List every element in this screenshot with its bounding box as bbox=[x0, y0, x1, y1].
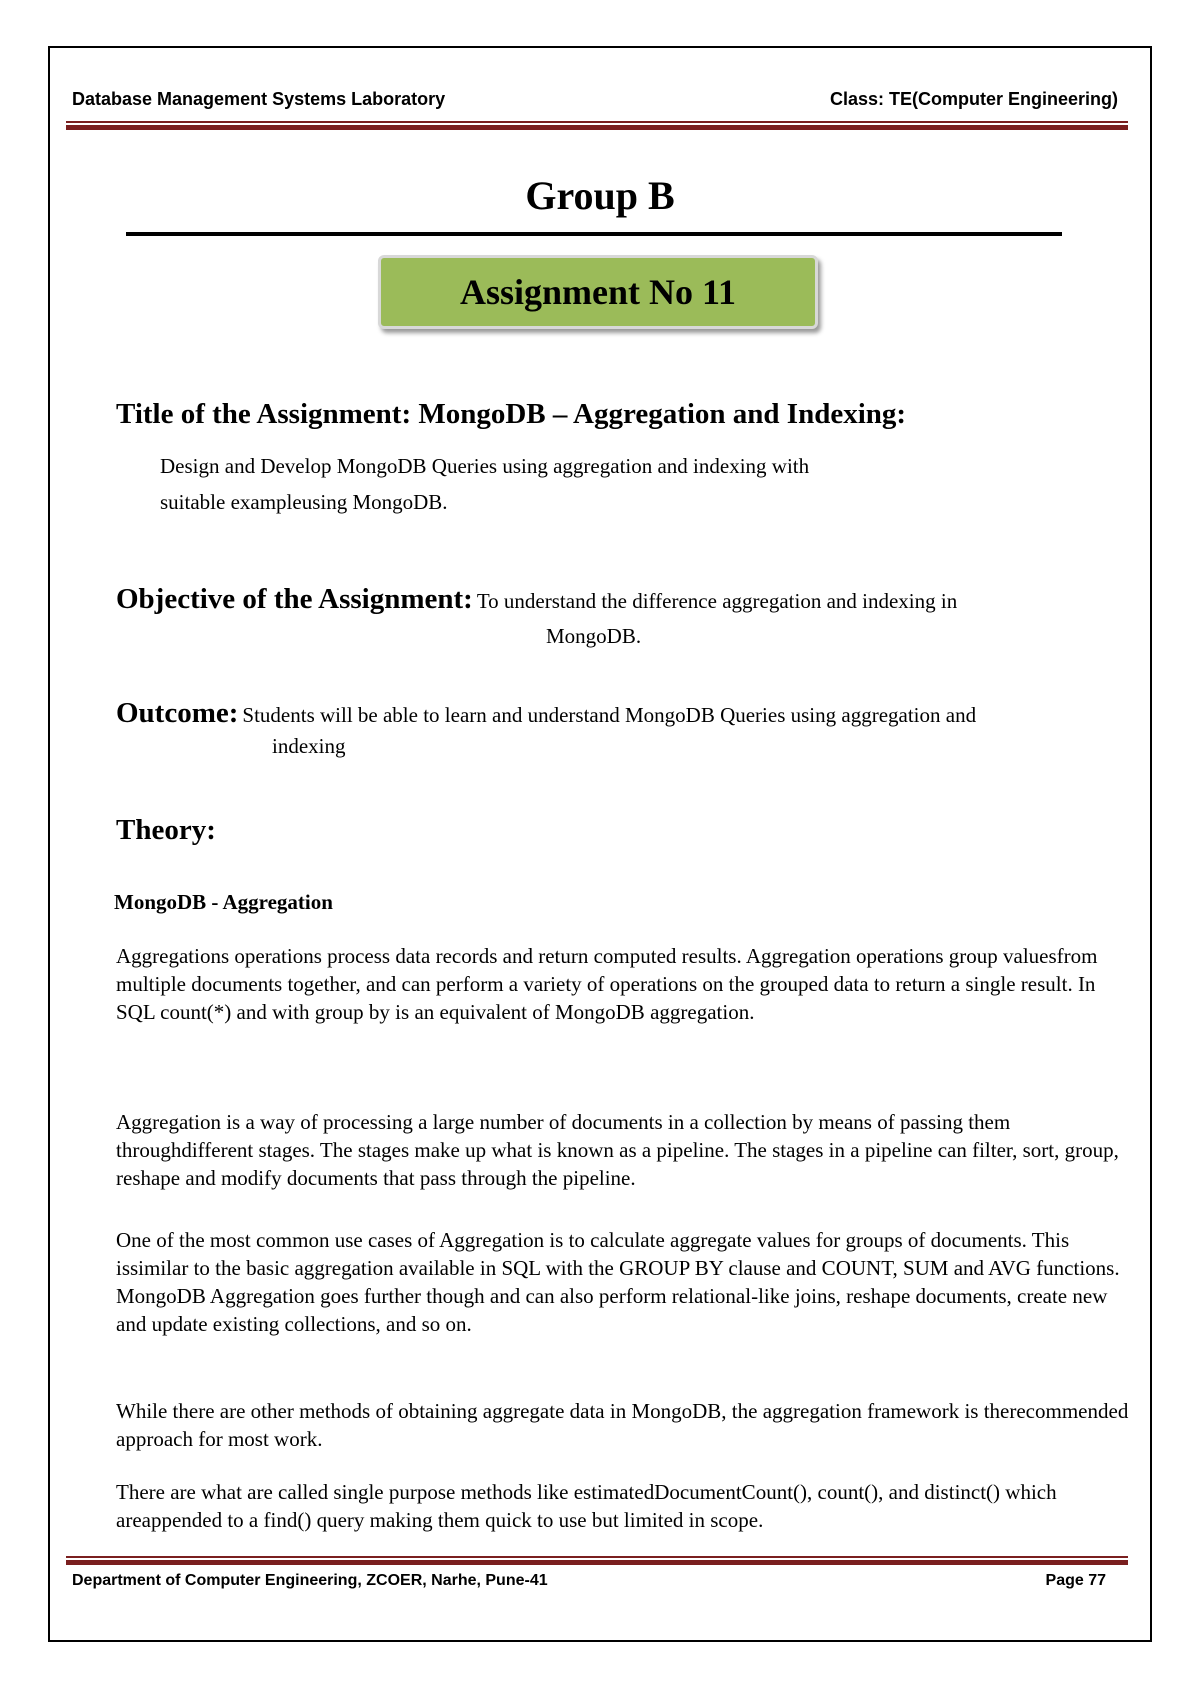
title-description-line: Design and Develop MongoDB Queries using aggregation and indexing with bbox=[160, 454, 810, 478]
page-footer bbox=[72, 1572, 1106, 1590]
header-course-title: Database Management Systems Laboratory bbox=[72, 89, 446, 109]
section-heading: MongoDB - Aggregation bbox=[114, 890, 333, 914]
paragraph: Aggregation is a way of processing a large number of documents in a collection by means of passing them throughdifferent stages. The stages make up what is known as a pipeline. The stages in a pipeline can filter, sort, group, reshape and modify documents that pass through the pipeline. bbox=[116, 1110, 1119, 1190]
assignment-label: Assignment No 11 bbox=[459, 272, 737, 312]
footer-divider bbox=[66, 1556, 1128, 1558]
paragraph: One of the most common use cases of Aggregation is to calculate aggregate values for groups of documents. This issimilar to the basic aggregation available in SQL with the GROUP BY clause and COUNT, SUM and AVG functions. MongoDB Aggregation goes further though and can also perform relational-like joins, reshape documents, create new and update existing collections, and so on. bbox=[116, 1228, 1120, 1336]
header-divider-thick bbox=[66, 125, 1128, 130]
footer-divider-thick bbox=[66, 1560, 1128, 1565]
footer-department: Department of Computer Engineering, ZCOER, Narhe, Pune-41 bbox=[72, 1572, 548, 1589]
outcome-text: Students will be able to learn and understand MongoDB Queries using aggregation and bbox=[242, 703, 977, 727]
page-number: Page 77 bbox=[1045, 1572, 1106, 1589]
paragraph: Aggregations operations process data records and return computed results. Aggregation operations group valuesfrom multiple documents together, and can perform a variety of operations on the grouped data to return a single result. In SQL count(*) and with group by is an equivalent of MongoDB aggregation. bbox=[116, 944, 1098, 1024]
outcome-text-continued: indexing bbox=[272, 734, 346, 758]
theory-heading: Theory: bbox=[116, 814, 216, 846]
objective bbox=[116, 583, 957, 616]
paragraph: There are what are called single purpose methods like estimatedDocumentCount(), count(), and distinct() which areappended to a find() query making them quick to use but limited in scope. bbox=[116, 1480, 1057, 1532]
header-class: Class: TE(Computer Engineering) bbox=[829, 89, 1118, 109]
objective-text-continued: MongoDB. bbox=[546, 624, 642, 648]
group-title: Group B bbox=[525, 173, 675, 218]
title-description bbox=[160, 448, 809, 520]
outcome bbox=[116, 697, 976, 730]
paragraph: While there are other methods of obtaining aggregate data in MongoDB, the aggregation framework is therecommended approach for most work. bbox=[116, 1399, 1129, 1451]
title-description-line: suitable exampleusing MongoDB. bbox=[160, 490, 448, 514]
objective-text: To understand the difference aggregation and indexing in bbox=[476, 589, 958, 613]
objective-label: Objective of the Assignment: bbox=[116, 583, 473, 615]
assignment-banner bbox=[378, 255, 818, 329]
page-header bbox=[72, 89, 1118, 110]
group-divider bbox=[126, 232, 1062, 236]
assignment-title: Title of the Assignment: MongoDB – Aggregation and Indexing: bbox=[116, 398, 907, 430]
outcome-label: Outcome: bbox=[116, 697, 239, 729]
header-divider bbox=[66, 121, 1128, 123]
